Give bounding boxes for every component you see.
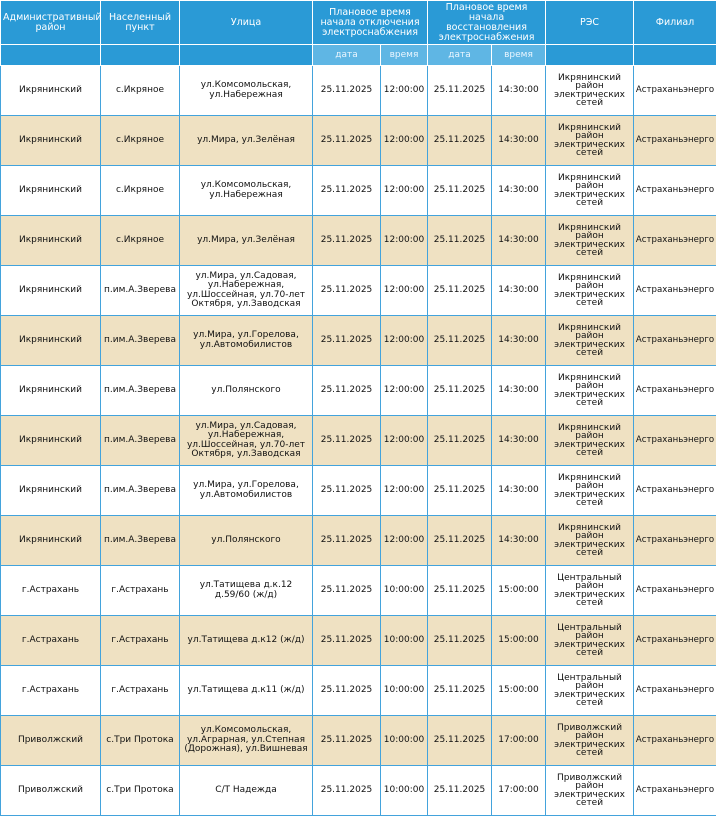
on-date-cell: 25.11.2025 <box>428 266 492 316</box>
settlement-cell: г.Астрахань <box>101 566 180 616</box>
branch-cell: Астраханьэнерго <box>634 266 716 316</box>
table-row <box>1 566 716 616</box>
street-cell: ул.Мира, ул.Зелёная <box>180 216 313 266</box>
street-cell: ул.Полянского <box>180 366 313 416</box>
table-header <box>1 1 716 66</box>
street-cell: ул.Мира, ул.Садовая, ул.Набережная, ул.Шоссейная, ул.70-лет Октября, ул.Заводская <box>180 266 313 316</box>
district-cell: г.Астрахань <box>1 616 101 666</box>
settlement-cell: п.им.А.Зверева <box>101 466 180 516</box>
settlement-cell: с.Икряное <box>101 116 180 166</box>
subheader-blank <box>546 45 634 66</box>
on-time-cell: 14:30:00 <box>492 366 546 416</box>
off-time-cell: 12:00:00 <box>381 266 428 316</box>
settlement-cell: г.Астрахань <box>101 666 180 716</box>
on-date-cell: 25.11.2025 <box>428 766 492 816</box>
res-cell: Приволжский район электрических сетей <box>546 716 634 766</box>
on-time-cell: 14:30:00 <box>492 516 546 566</box>
on-time-cell: 14:30:00 <box>492 416 546 466</box>
table-row <box>1 516 716 566</box>
on-time-cell: 17:00:00 <box>492 766 546 816</box>
street-cell: ул.Комсомольская, ул.Аграрная, ул.Степная (Дорожная), ул.Вишневая <box>180 716 313 766</box>
district-cell: г.Астрахань <box>1 566 101 616</box>
street-cell: ул.Комсомольская, ул.Набережная <box>180 166 313 216</box>
table-row <box>1 616 716 666</box>
settlement-cell: с.Три Протока <box>101 716 180 766</box>
header-street: Улица <box>180 1 313 45</box>
table-row <box>1 716 716 766</box>
res-cell: Икрянинский район электрических сетей <box>546 466 634 516</box>
branch-cell: Астраханьэнерго <box>634 216 716 266</box>
settlement-cell: г.Астрахань <box>101 616 180 666</box>
street-cell: ул.Татищева д.к12 (ж/д) <box>180 616 313 666</box>
district-cell: Икрянинский <box>1 366 101 416</box>
off-time-cell: 10:00:00 <box>381 766 428 816</box>
off-date-cell: 25.11.2025 <box>313 716 381 766</box>
off-date-cell: 25.11.2025 <box>313 366 381 416</box>
off-time-cell: 12:00:00 <box>381 216 428 266</box>
off-time-cell: 12:00:00 <box>381 116 428 166</box>
on-date-cell: 25.11.2025 <box>428 466 492 516</box>
header-planned-on: Плановое время начала восстановления электроснабжения <box>428 1 546 45</box>
branch-cell: Астраханьэнерго <box>634 516 716 566</box>
off-date-cell: 25.11.2025 <box>313 266 381 316</box>
on-time-cell: 14:30:00 <box>492 66 546 116</box>
branch-cell: Астраханьэнерго <box>634 416 716 466</box>
off-time-cell: 12:00:00 <box>381 366 428 416</box>
subheader-blank <box>101 45 180 66</box>
settlement-cell: п.им.А.Зверева <box>101 266 180 316</box>
branch-cell: Астраханьэнерго <box>634 316 716 366</box>
res-cell: Икрянинский район электрических сетей <box>546 116 634 166</box>
district-cell: Икрянинский <box>1 516 101 566</box>
on-date-cell: 25.11.2025 <box>428 616 492 666</box>
table-row <box>1 766 716 816</box>
street-cell: ул.Мира, ул.Горелова, ул.Автомобилистов <box>180 316 313 366</box>
district-cell: Икрянинский <box>1 116 101 166</box>
off-date-cell: 25.11.2025 <box>313 566 381 616</box>
on-time-cell: 14:30:00 <box>492 116 546 166</box>
on-time-cell: 15:00:00 <box>492 566 546 616</box>
off-date-cell: 25.11.2025 <box>313 766 381 816</box>
district-cell: Икрянинский <box>1 466 101 516</box>
off-date-cell: 25.11.2025 <box>313 116 381 166</box>
branch-cell: Астраханьэнерго <box>634 66 716 116</box>
on-date-cell: 25.11.2025 <box>428 66 492 116</box>
settlement-cell: с.Икряное <box>101 216 180 266</box>
subheader-off-time: время <box>381 45 428 66</box>
off-date-cell: 25.11.2025 <box>313 616 381 666</box>
subheader-off-date: дата <box>313 45 381 66</box>
off-time-cell: 10:00:00 <box>381 566 428 616</box>
subheader-on-time: время <box>492 45 546 66</box>
settlement-cell: п.им.А.Зверева <box>101 516 180 566</box>
res-cell: Икрянинский район электрических сетей <box>546 316 634 366</box>
res-cell: Икрянинский район электрических сетей <box>546 166 634 216</box>
on-time-cell: 15:00:00 <box>492 666 546 716</box>
on-date-cell: 25.11.2025 <box>428 516 492 566</box>
header-settlement: Населенный пункт <box>101 1 180 45</box>
res-cell: Приволжский район электрических сетей <box>546 766 634 816</box>
off-date-cell: 25.11.2025 <box>313 216 381 266</box>
header-planned-off: Плановое время начала отключения электроснабжения <box>313 1 428 45</box>
street-cell: С/Т Надежда <box>180 766 313 816</box>
off-time-cell: 12:00:00 <box>381 466 428 516</box>
branch-cell: Астраханьэнерго <box>634 116 716 166</box>
district-cell: Икрянинский <box>1 166 101 216</box>
off-date-cell: 25.11.2025 <box>313 416 381 466</box>
street-cell: ул.Мира, ул.Садовая, ул.Набережная, ул.Шоссейная, ул.70-лет Октября, ул.Заводская <box>180 416 313 466</box>
table-row <box>1 366 716 416</box>
on-date-cell: 25.11.2025 <box>428 116 492 166</box>
district-cell: Приволжский <box>1 766 101 816</box>
subheader-on-date: дата <box>428 45 492 66</box>
branch-cell: Астраханьэнерго <box>634 716 716 766</box>
res-cell: Икрянинский район электрических сетей <box>546 516 634 566</box>
street-cell: ул.Татищева д.к11 (ж/д) <box>180 666 313 716</box>
branch-cell: Астраханьэнерго <box>634 666 716 716</box>
branch-cell: Астраханьэнерго <box>634 366 716 416</box>
off-time-cell: 10:00:00 <box>381 666 428 716</box>
on-time-cell: 15:00:00 <box>492 616 546 666</box>
table-row <box>1 666 716 716</box>
table-row <box>1 416 716 466</box>
settlement-cell: п.им.А.Зверева <box>101 366 180 416</box>
off-date-cell: 25.11.2025 <box>313 66 381 116</box>
street-cell: ул.Полянского <box>180 516 313 566</box>
on-date-cell: 25.11.2025 <box>428 366 492 416</box>
on-date-cell: 25.11.2025 <box>428 166 492 216</box>
branch-cell: Астраханьэнерго <box>634 616 716 666</box>
table-row <box>1 116 716 166</box>
subheader-blank <box>634 45 716 66</box>
district-cell: Икрянинский <box>1 216 101 266</box>
on-time-cell: 17:00:00 <box>492 716 546 766</box>
district-cell: г.Астрахань <box>1 666 101 716</box>
street-cell: ул.Татищева д.к.12 д.59/60 (ж/д) <box>180 566 313 616</box>
on-time-cell: 14:30:00 <box>492 266 546 316</box>
district-cell: Приволжский <box>1 716 101 766</box>
on-date-cell: 25.11.2025 <box>428 716 492 766</box>
table-body <box>1 66 716 816</box>
on-date-cell: 25.11.2025 <box>428 416 492 466</box>
table-row <box>1 66 716 116</box>
res-cell: Икрянинский район электрических сетей <box>546 266 634 316</box>
res-cell: Икрянинский район электрических сетей <box>546 216 634 266</box>
res-cell: Центральный район электрических сетей <box>546 566 634 616</box>
off-time-cell: 12:00:00 <box>381 166 428 216</box>
off-date-cell: 25.11.2025 <box>313 516 381 566</box>
res-cell: Центральный район электрических сетей <box>546 666 634 716</box>
district-cell: Икрянинский <box>1 266 101 316</box>
off-time-cell: 12:00:00 <box>381 516 428 566</box>
table-row <box>1 316 716 366</box>
on-time-cell: 14:30:00 <box>492 316 546 366</box>
res-cell: Икрянинский район электрических сетей <box>546 66 634 116</box>
settlement-cell: с.Икряное <box>101 166 180 216</box>
settlement-cell: с.Три Протока <box>101 766 180 816</box>
res-cell: Икрянинский район электрических сетей <box>546 366 634 416</box>
on-time-cell: 14:30:00 <box>492 216 546 266</box>
off-time-cell: 12:00:00 <box>381 316 428 366</box>
subheader-blank <box>1 45 101 66</box>
settlement-cell: п.им.А.Зверева <box>101 316 180 366</box>
district-cell: Икрянинский <box>1 66 101 116</box>
on-date-cell: 25.11.2025 <box>428 216 492 266</box>
res-cell: Икрянинский район электрических сетей <box>546 416 634 466</box>
settlement-cell: п.им.А.Зверева <box>101 416 180 466</box>
off-time-cell: 10:00:00 <box>381 716 428 766</box>
off-date-cell: 25.11.2025 <box>313 316 381 366</box>
settlement-cell: с.Икряное <box>101 66 180 116</box>
header-branch: Филиал <box>634 1 716 45</box>
on-time-cell: 14:30:00 <box>492 466 546 516</box>
off-date-cell: 25.11.2025 <box>313 466 381 516</box>
street-cell: ул.Мира, ул.Горелова, ул.Автомобилистов <box>180 466 313 516</box>
table-row <box>1 166 716 216</box>
on-date-cell: 25.11.2025 <box>428 666 492 716</box>
off-time-cell: 12:00:00 <box>381 416 428 466</box>
table-row <box>1 466 716 516</box>
street-cell: ул.Комсомольская, ул.Набережная <box>180 66 313 116</box>
on-date-cell: 25.11.2025 <box>428 566 492 616</box>
off-date-cell: 25.11.2025 <box>313 166 381 216</box>
off-time-cell: 12:00:00 <box>381 66 428 116</box>
branch-cell: Астраханьэнерго <box>634 166 716 216</box>
table-row <box>1 216 716 266</box>
branch-cell: Астраханьэнерго <box>634 766 716 816</box>
table-row <box>1 266 716 316</box>
header-district: Административный район <box>1 1 101 45</box>
res-cell: Центральный район электрических сетей <box>546 616 634 666</box>
on-date-cell: 25.11.2025 <box>428 316 492 366</box>
header-res: РЭС <box>546 1 634 45</box>
branch-cell: Астраханьэнерго <box>634 466 716 516</box>
district-cell: Икрянинский <box>1 316 101 366</box>
off-date-cell: 25.11.2025 <box>313 666 381 716</box>
district-cell: Икрянинский <box>1 416 101 466</box>
subheader-blank <box>180 45 313 66</box>
off-time-cell: 10:00:00 <box>381 616 428 666</box>
street-cell: ул.Мира, ул.Зелёная <box>180 116 313 166</box>
branch-cell: Астраханьэнерго <box>634 566 716 616</box>
on-time-cell: 14:30:00 <box>492 166 546 216</box>
